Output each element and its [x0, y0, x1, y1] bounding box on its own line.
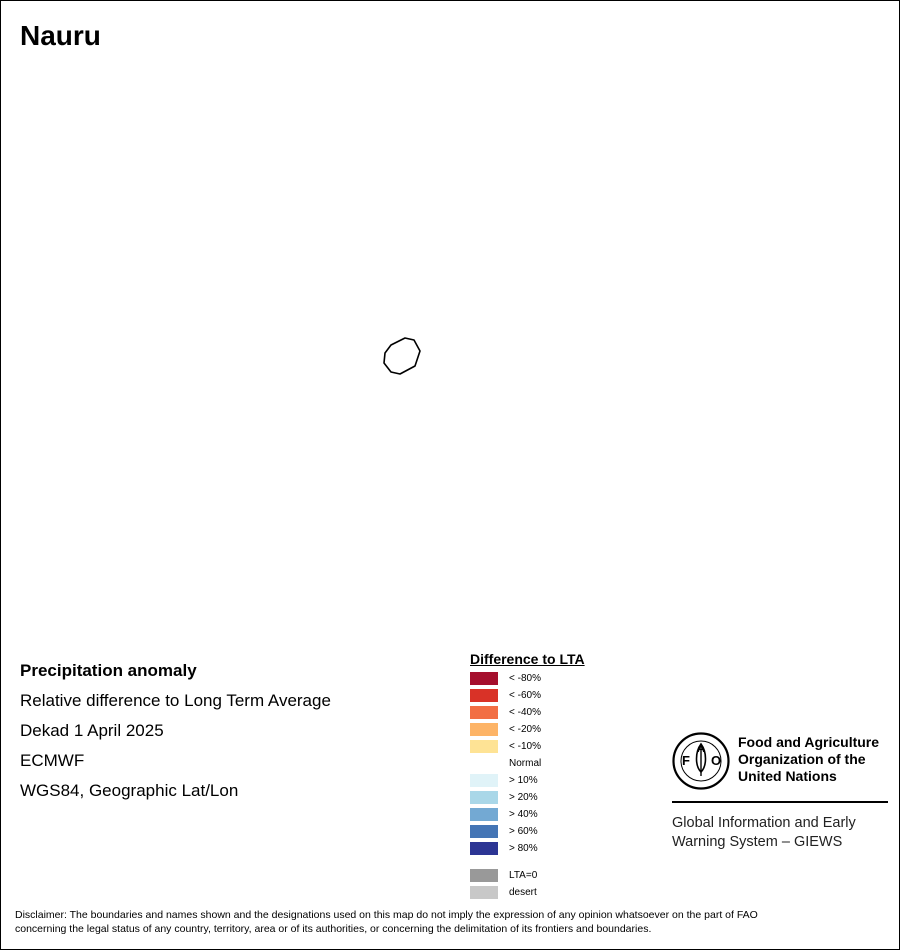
map-title: Nauru [20, 20, 101, 51]
legend-swatch [470, 791, 498, 804]
legend-swatch [470, 808, 498, 821]
legend-swatch [470, 825, 498, 838]
legend-item [470, 773, 585, 790]
legend-swatch [470, 740, 498, 753]
legend-label: > 40% [509, 809, 538, 820]
legend-label: Normal [509, 758, 542, 769]
legend-label: > 20% [509, 792, 538, 803]
fao-emblem-icon [672, 732, 730, 790]
legend-swatch [470, 689, 498, 702]
fao-name-line: Food and Agriculture [738, 734, 880, 750]
info-description: Relative difference to Long Term Average [20, 691, 331, 710]
legend-item [470, 824, 585, 841]
legend-item [470, 705, 585, 722]
legend-spacer [470, 858, 585, 868]
legend-item [470, 841, 585, 858]
nauru-island-outline [384, 338, 420, 374]
disclaimer [15, 908, 885, 936]
legend-extra [470, 868, 585, 902]
legend-item [470, 756, 585, 773]
legend-item [470, 868, 585, 885]
fao-name-line: Organization of the [738, 751, 866, 767]
giews-line: Warning System – GIEWS [672, 834, 843, 850]
info-period: Dekad 1 April 2025 [20, 721, 164, 740]
fao-name-line: United Nations [738, 768, 837, 784]
emblem-letter-f: F [682, 753, 690, 768]
legend-label: < -20% [509, 724, 541, 735]
disclaimer-line: Disclaimer: The boundaries and names shown and the designations used on this map do not imply the expression of any opinion whatsoever on the part of FAO [15, 909, 758, 921]
legend-swatch [470, 706, 498, 719]
legend-item [470, 739, 585, 756]
legend-item [470, 807, 585, 824]
legend-swatch [470, 723, 498, 736]
legend-swatch [470, 672, 498, 685]
legend-item [470, 722, 585, 739]
logo-divider [672, 801, 888, 803]
legend-swatch [470, 842, 498, 855]
legend-label: > 60% [509, 826, 538, 837]
legend-item [470, 790, 585, 807]
legend-label: < -60% [509, 690, 541, 701]
emblem-letter-o: O [710, 753, 722, 768]
legend-label: > 10% [509, 775, 538, 786]
legend-label: LTA=0 [509, 870, 538, 881]
emblem-letter-a: A [697, 743, 705, 755]
legend-title: Difference to LTA [470, 651, 585, 667]
legend [470, 651, 585, 902]
map-info-block [20, 656, 331, 806]
legend-label: > 80% [509, 843, 538, 854]
giews-line: Global Information and Early [672, 815, 856, 831]
legend-swatch [470, 886, 498, 899]
disclaimer-line: concerning the legal status of any country, territory, area or of its authorities, or concerning the delimitation of its frontiers and boundaries. [15, 923, 652, 935]
info-source: ECMWF [20, 751, 85, 770]
info-heading: Precipitation anomaly [20, 661, 197, 680]
legend-swatch [470, 774, 498, 787]
legend-item [470, 885, 585, 902]
fao-organization-name [738, 734, 879, 785]
legend-item [470, 671, 585, 688]
legend-classes [470, 671, 585, 858]
legend-swatch [470, 757, 498, 770]
legend-label: < -40% [509, 707, 541, 718]
giews-name [672, 814, 856, 852]
legend-swatch [470, 869, 498, 882]
legend-label: desert [509, 887, 537, 898]
legend-label: < -80% [509, 673, 541, 684]
legend-item [470, 688, 585, 705]
legend-label: < -10% [509, 741, 541, 752]
info-projection: WGS84, Geographic Lat/Lon [20, 781, 239, 800]
